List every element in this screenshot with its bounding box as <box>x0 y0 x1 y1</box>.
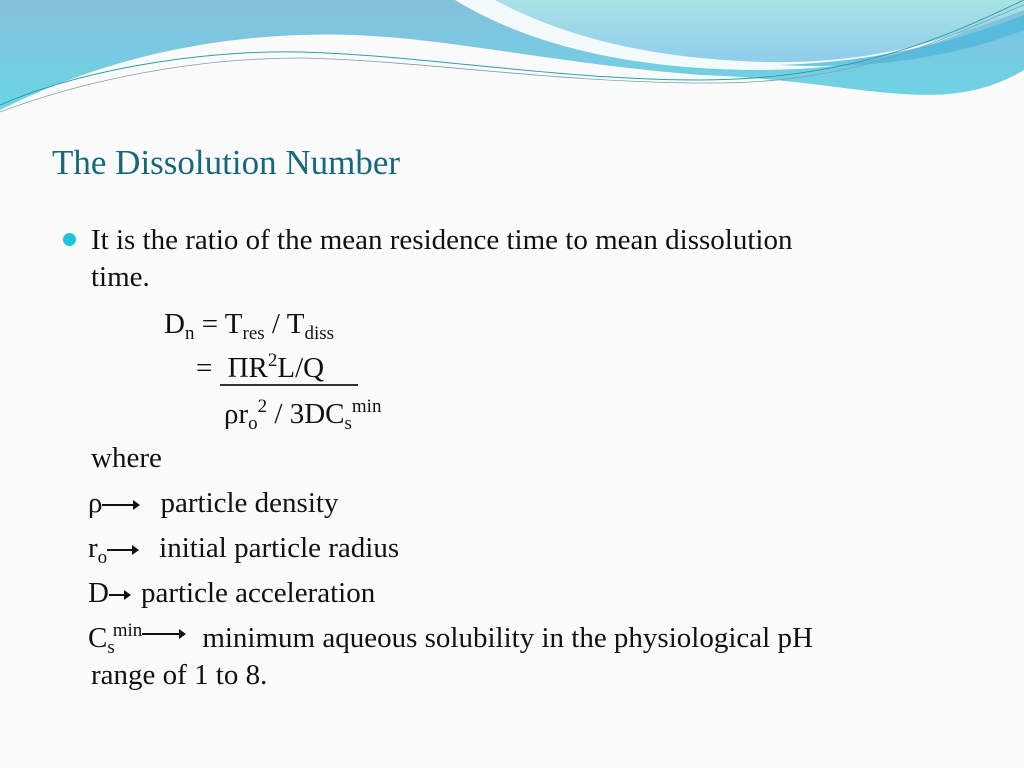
definition-cs-min-continued: range of 1 to 8. <box>91 659 268 691</box>
def-meaning: minimum aqueous solubility in the physiological pH <box>202 622 813 654</box>
eq-symbol: = <box>201 308 219 340</box>
arrow-right-icon <box>109 594 129 596</box>
eq-subscript: s <box>344 413 352 434</box>
definition-d <box>88 579 375 608</box>
fraction-bar <box>220 384 358 386</box>
def-meaning: initial particle radius <box>159 532 400 564</box>
slide-title: The Dissolution Number <box>52 143 401 182</box>
def-meaning: particle density <box>160 487 339 519</box>
eq-subscript: o <box>248 413 258 434</box>
bullet-text-line2: time. <box>91 261 150 293</box>
eq-subscript: n <box>184 323 195 344</box>
arrow-right-icon <box>107 549 137 551</box>
eq-superscript: 2 <box>267 350 278 371</box>
arrow-right-icon <box>102 504 138 506</box>
eq-numerator: ΠR <box>227 352 268 384</box>
where-label: where <box>91 442 162 474</box>
def-subscript: s <box>107 637 115 658</box>
definition-rho <box>88 489 338 518</box>
eq-subscript: diss <box>304 323 335 344</box>
eq-symbol: / <box>271 308 280 340</box>
eq-subscript: res <box>242 323 265 344</box>
bullet-text-line1: It is the ratio of the mean residence time to mean dissolution <box>91 224 793 256</box>
def-symbol: r <box>88 532 98 564</box>
def-meaning: particle acceleration <box>140 577 376 609</box>
eq-superscript: 2 <box>257 396 268 417</box>
eq-symbol: T <box>224 308 243 340</box>
equation-line-3 <box>224 396 382 434</box>
definition-radius <box>88 532 400 568</box>
eq-denominator: / 3DC <box>274 398 345 430</box>
def-symbol: C <box>88 622 108 654</box>
eq-symbol: T <box>286 308 305 340</box>
def-subscript: o <box>97 547 108 568</box>
def-symbol: D <box>88 577 109 609</box>
bullet-icon <box>63 233 76 246</box>
eq-symbol: D <box>164 308 185 340</box>
eq-numerator: L/Q <box>277 352 325 384</box>
equation-line-2 <box>196 350 325 384</box>
def-superscript: min <box>112 620 143 641</box>
arrow-right-icon <box>142 633 184 635</box>
def-symbol: ρ <box>88 487 103 519</box>
eq-symbol: = <box>196 352 213 384</box>
eq-superscript: min <box>351 396 382 417</box>
equation-line-1 <box>164 308 335 344</box>
definition-cs-min <box>88 620 813 658</box>
eq-denominator: ρr <box>224 398 249 430</box>
